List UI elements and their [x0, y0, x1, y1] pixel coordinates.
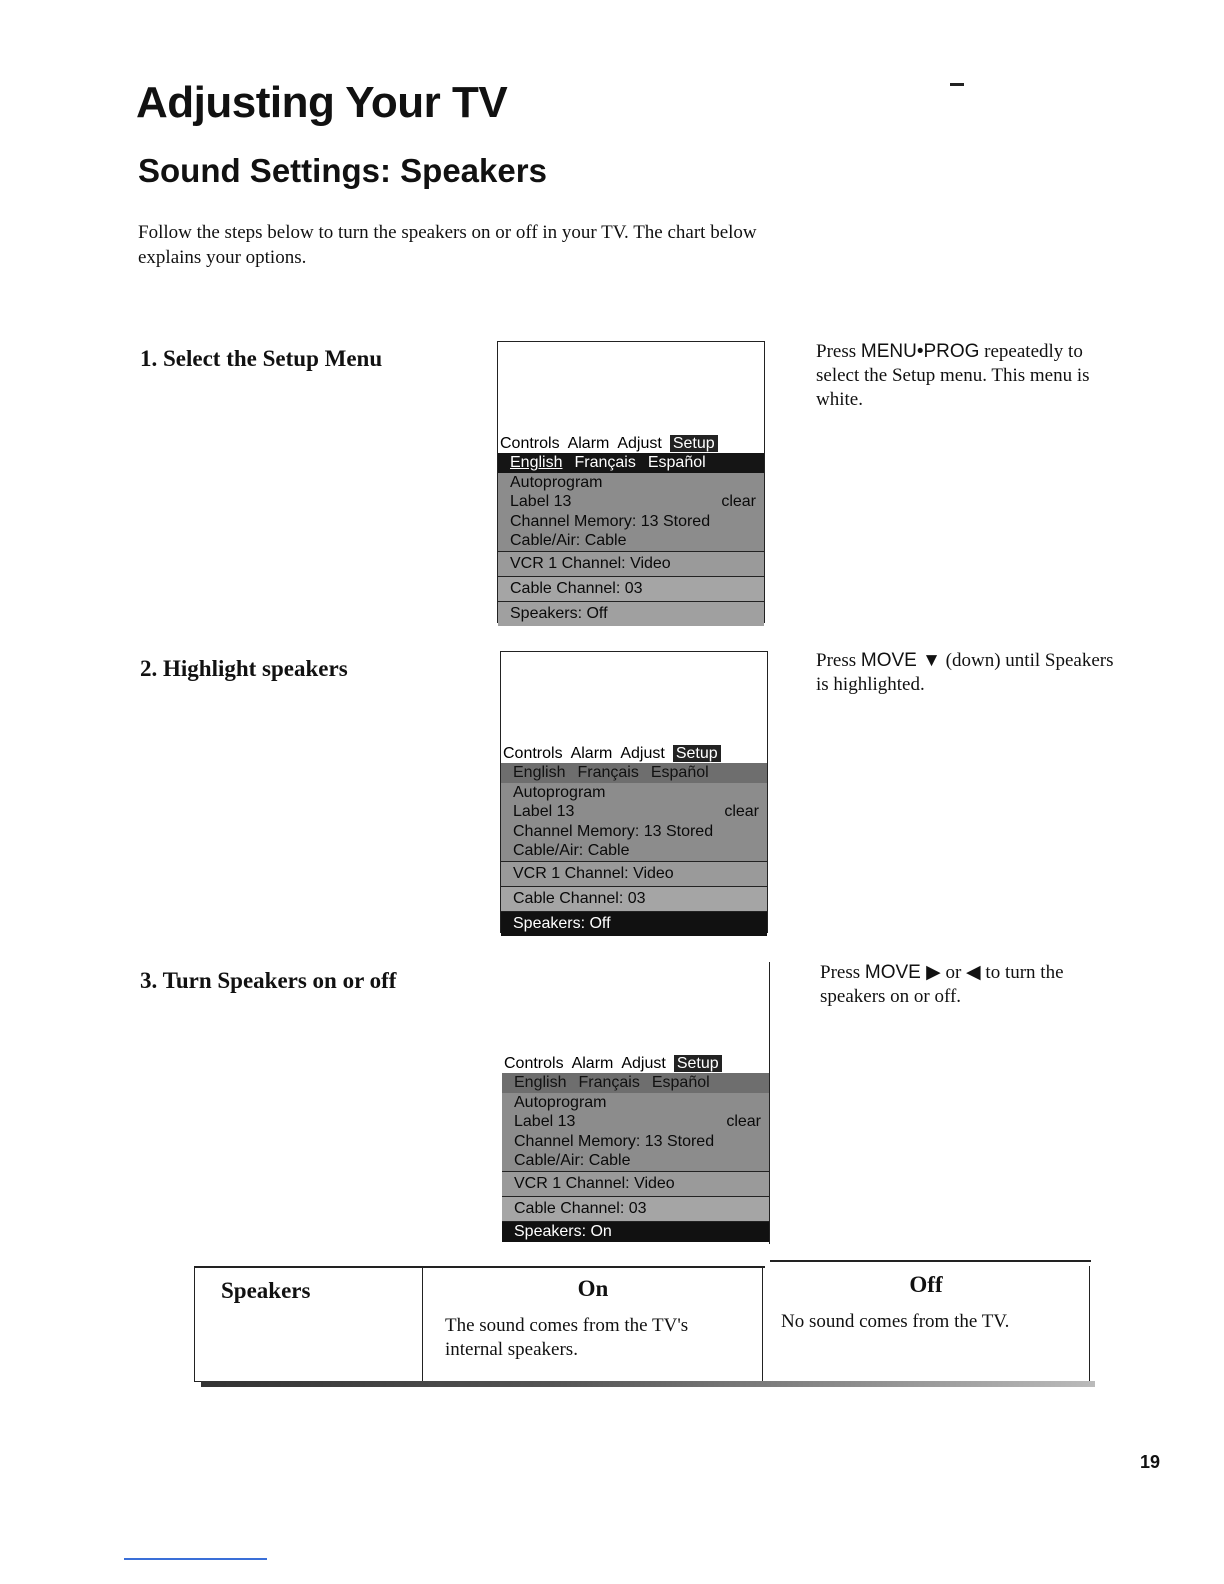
table-on-cell [423, 1266, 763, 1381]
tab-setup: Setup [674, 1055, 722, 1072]
menu-item-channel-memory: Channel Memory: 13 Stored [502, 1132, 769, 1152]
step-3-key-2: ◀ [966, 962, 981, 983]
menu-item-cable-air: Cable/Air: Cable [502, 1151, 769, 1171]
table-off-cell [763, 1260, 1089, 1381]
table-row-label-cell [195, 1266, 423, 1381]
menu-item-speakers-highlighted: Speakers: Off [501, 911, 767, 936]
menu-item-vcr-channel: VCR 1 Channel: Video [501, 861, 767, 886]
tab-adjust: Adjust [621, 1055, 666, 1072]
menu-item-speakers-on: Speakers: On [502, 1221, 769, 1242]
menu-item-speakers: Speakers: Off [498, 601, 764, 626]
table-off-text: No sound comes from the TV. [781, 1311, 1010, 1332]
label-text: Label 13 [510, 493, 572, 510]
lang-english: English [510, 454, 563, 471]
table-drop-shadow [201, 1381, 1095, 1387]
step-3-title: 3. Turn Speakers on or off [140, 968, 397, 993]
language-row [502, 1073, 769, 1093]
tab-setup: Setup [673, 745, 721, 762]
tab-alarm: Alarm [571, 1055, 614, 1072]
step-1-key: MENU•PROG [860, 341, 980, 362]
table-row-label: Speakers [221, 1278, 311, 1303]
menu-item-autoprogram: Autoprogram [498, 473, 764, 493]
step-3-desc-mid: or [940, 962, 967, 983]
step-1-desc-prefix: Press [816, 341, 861, 362]
lang-espanol: Español [650, 764, 709, 781]
menu-item-channel-memory: Channel Memory: 13 Stored [501, 822, 767, 842]
speakers-options-table [194, 1266, 1090, 1382]
menu-item-vcr-channel: VCR 1 Channel: Video [498, 551, 764, 576]
setup-menu [501, 763, 767, 933]
lang-francais: Français [577, 764, 639, 781]
lang-espanol: Español [647, 454, 706, 471]
table-on-text: The sound comes from the TV's internal speakers. [445, 1315, 689, 1360]
lang-espanol: Español [651, 1074, 710, 1091]
menu-item-cable-channel: Cable Channel: 03 [501, 886, 767, 911]
setup-menu [502, 1073, 769, 1244]
step-1-desc-suffix: repeatedly to select the Setup menu. This menu is white. [816, 341, 1090, 410]
setup-menu [498, 453, 764, 623]
tab-adjust: Adjust [617, 435, 662, 452]
menu-item-cable-air: Cable/Air: Cable [498, 531, 764, 551]
tab-alarm: Alarm [567, 435, 610, 452]
tv-screen-step-2 [500, 651, 768, 933]
tv-screen-step-1 [497, 341, 765, 623]
language-row [498, 453, 764, 473]
menu-item-autoprogram: Autoprogram [502, 1093, 769, 1113]
menu-item-label [501, 802, 767, 822]
menu-item-label [502, 1112, 769, 1132]
intro-text: Follow the steps below to turn the speakers on or off in your TV. The chart below explains your options. [138, 222, 757, 268]
label-text: Label 13 [513, 803, 575, 820]
tab-alarm: Alarm [570, 745, 613, 762]
tab-controls: Controls [504, 1055, 564, 1072]
corner-mark [950, 83, 964, 86]
label-clear: clear [721, 493, 756, 510]
step-2-key: MOVE ▼ [860, 650, 941, 671]
menu-item-autoprogram: Autoprogram [501, 783, 767, 803]
tab-setup: Setup [670, 435, 718, 452]
step-3-key: MOVE ▶ [864, 962, 941, 983]
table-off-header: Off [909, 1272, 943, 1297]
menu-item-cable-channel: Cable Channel: 03 [502, 1196, 769, 1221]
table-on-header: On [577, 1276, 609, 1301]
step-3-desc-suffix: to turn the speakers on or off. [820, 962, 1064, 1007]
label-clear: clear [724, 803, 759, 820]
menu-item-cable-air: Cable/Air: Cable [501, 841, 767, 861]
tab-controls: Controls [503, 745, 563, 762]
lang-francais: Français [574, 454, 636, 471]
step-2-desc-prefix: Press [816, 650, 861, 671]
step-1-description [816, 340, 1126, 412]
page-title: Adjusting Your TV [136, 78, 508, 127]
tv-screen-step-3 [502, 962, 770, 1244]
step-3-description [820, 961, 1130, 1009]
menu-item-cable-channel: Cable Channel: 03 [498, 576, 764, 601]
page-number: 19 [1140, 1452, 1161, 1472]
step-2-description [816, 649, 1126, 697]
label-text: Label 13 [514, 1113, 576, 1130]
tab-adjust: Adjust [620, 745, 665, 762]
menu-tab-bar [502, 1054, 769, 1073]
step-2-title: 2. Highlight speakers [140, 656, 348, 681]
menu-tab-bar [498, 434, 764, 453]
step-3-desc-prefix: Press [820, 962, 865, 983]
step-1-title: 1. Select the Setup Menu [140, 346, 383, 371]
menu-item-vcr-channel: VCR 1 Channel: Video [502, 1171, 769, 1196]
language-row [501, 763, 767, 783]
tab-controls: Controls [500, 435, 560, 452]
section-subtitle: Sound Settings: Speakers [138, 152, 547, 189]
footer-rule [124, 1558, 267, 1560]
lang-francais: Français [578, 1074, 640, 1091]
menu-tab-bar [501, 744, 767, 763]
lang-english: English [514, 1074, 567, 1091]
step-2-desc-suffix: (down) until Speakers is highlighted. [816, 650, 1114, 695]
menu-item-label [498, 492, 764, 512]
menu-item-channel-memory: Channel Memory: 13 Stored [498, 512, 764, 532]
label-clear: clear [726, 1113, 761, 1130]
lang-english: English [513, 764, 566, 781]
